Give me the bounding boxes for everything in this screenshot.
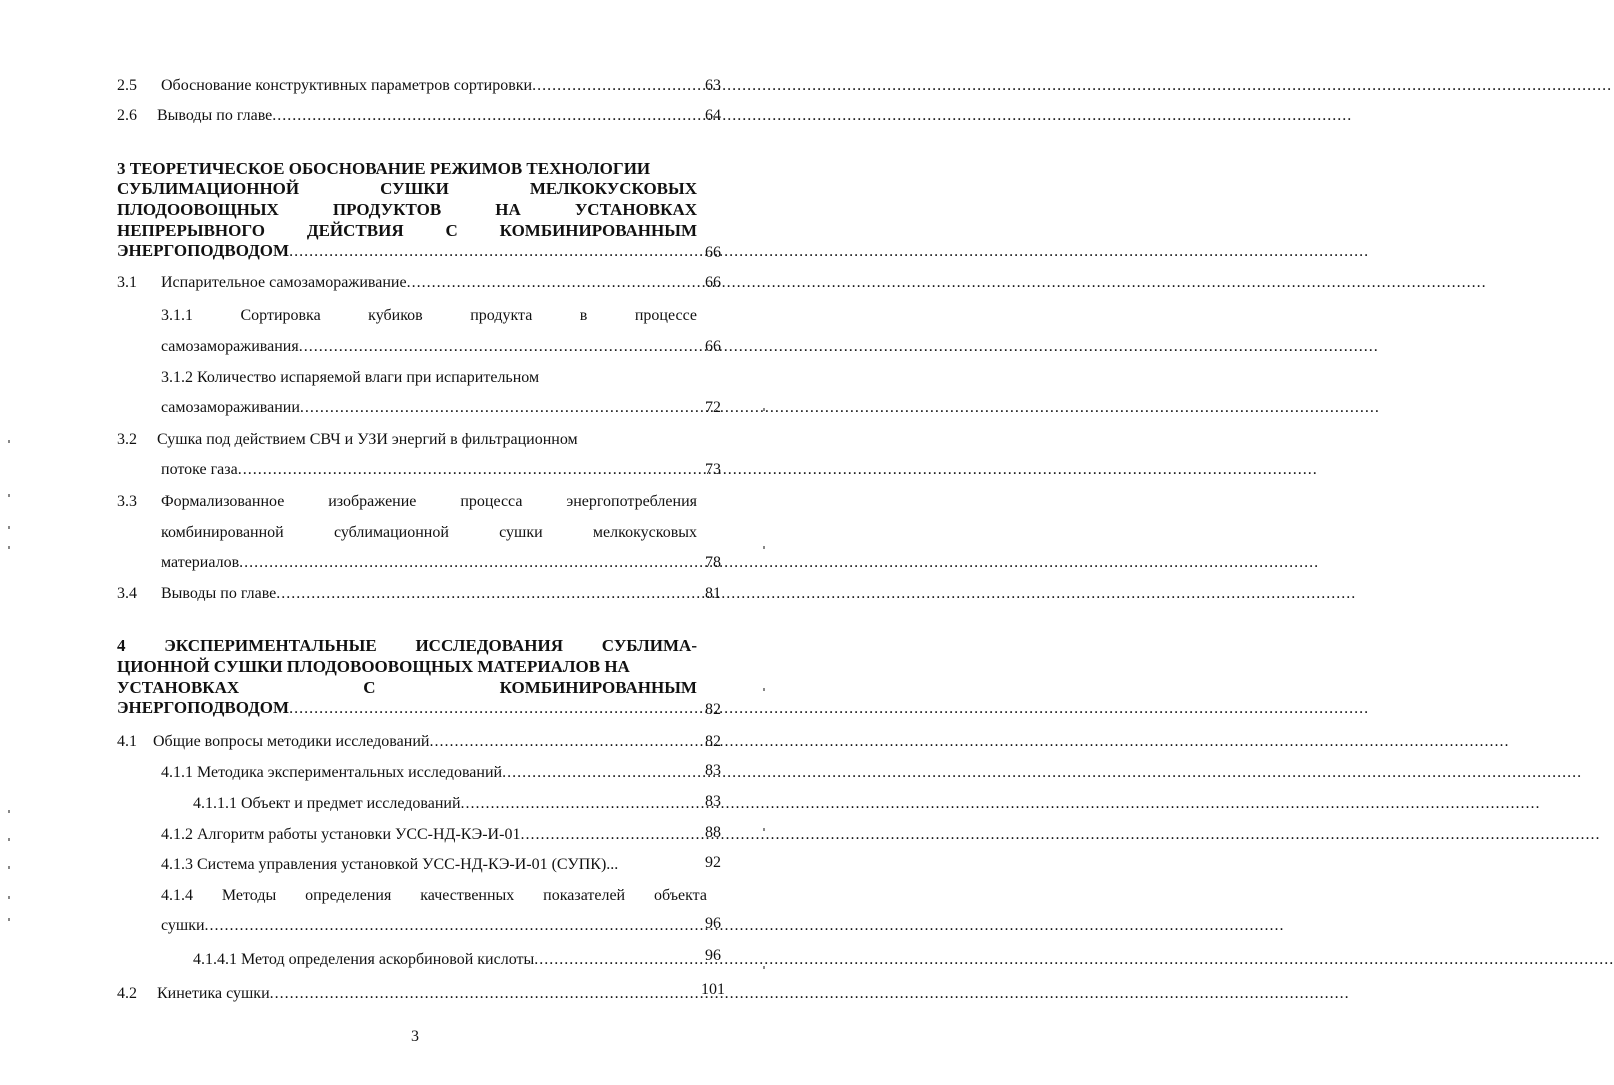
toc-entry-4-2[interactable] — [157, 984, 697, 1004]
toc-title: Испарительное самозамораживание — [161, 274, 407, 291]
scan-speck — [8, 918, 10, 921]
scan-speck — [763, 966, 765, 969]
dot-leader — [532, 76, 1612, 96]
toc-entry-4-1[interactable] — [153, 732, 697, 752]
scan-speck — [8, 526, 10, 529]
scan-speck — [763, 828, 765, 831]
scan-speck — [763, 408, 765, 411]
scan-speck — [763, 546, 765, 549]
toc-entry-4-1-1[interactable] — [161, 763, 697, 783]
chapter-3-heading-line1: 3 ТЕОРЕТИЧЕСКОЕ ОБОСНОВАНИЕ РЕЖИМОВ ТЕХНОЛОГИИ — [117, 159, 651, 178]
toc-title: 4.1.2 Алгоритм работы установки УСС-НД-КЭ-И-01 — [161, 826, 521, 843]
chapter-4-heading-line2: ЦИОННОЙ СУШКИ ПЛОДОВООВОЩНЫХ МАТЕРИАЛОВ НА — [117, 657, 630, 676]
toc-num: 3.1 — [117, 274, 137, 291]
toc-page: 66 — [705, 244, 721, 261]
toc-entry-3-1-1-line1[interactable]: 3.1.1 Сортировка кубиков продукта в процессе — [161, 307, 697, 324]
toc-title: 4.1.4.1 Метод определения аскорбиновой кислоты — [193, 951, 535, 968]
toc-entry-4-1-4-line2[interactable] — [161, 916, 697, 936]
chapter-3-heading-line3: ПЛОДООВОЩНЫХ ПРОДУКТОВ НА УСТАНОВКАХ — [117, 200, 697, 219]
toc-entry-4-1-4-line1[interactable]: 4.1.4 Методы определения качественных показателей объекта — [161, 887, 707, 904]
page-number: 3 — [411, 1028, 419, 1045]
toc-entry-2-5[interactable] — [161, 76, 697, 96]
toc-title: 4.1.1.1 Объект и предмет исследований — [193, 795, 461, 812]
toc-page: 101 — [701, 981, 725, 998]
toc-title: самозамораживания — [161, 338, 299, 355]
toc-page: 82 — [705, 701, 721, 718]
toc-title: Кинетика сушки — [157, 985, 270, 1002]
toc-entry-2-6[interactable] — [157, 106, 697, 126]
toc-entry-3-1-2-line2[interactable] — [161, 398, 697, 418]
toc-num: 4.1 — [117, 733, 137, 750]
scan-speck — [8, 494, 10, 497]
toc-entry-chapter-3[interactable] — [117, 241, 697, 262]
dot-leader — [429, 732, 1509, 752]
toc-title: 4.1.1 Методика экспериментальных исследований — [161, 764, 503, 781]
toc-num: 3.4 — [117, 585, 137, 602]
toc-entry-4-1-3[interactable]: 4.1.3 Система управления установкой УСС-НД-КЭ-И-01 (СУПК)... — [161, 856, 619, 873]
toc-title: самозамораживании — [161, 399, 300, 416]
toc-entry-4-1-1-1[interactable] — [193, 794, 697, 814]
toc-title: сушки — [161, 917, 205, 934]
dot-leader — [520, 825, 1600, 845]
toc-entry-3-2-line2[interactable] — [161, 460, 697, 480]
toc-entry-chapter-4[interactable] — [117, 698, 697, 719]
toc-page: 66 — [705, 338, 721, 355]
toc-entry-3-3-line1[interactable]: Формализованное изображение процесса энергопотребления — [161, 493, 697, 510]
dot-leader — [272, 106, 1352, 126]
toc-entry-3-1-1-line2[interactable] — [161, 337, 697, 357]
scan-speck — [763, 688, 765, 691]
dot-leader — [205, 916, 1285, 936]
toc-entry-3-4[interactable] — [161, 584, 697, 604]
toc-page: 66 — [705, 274, 721, 291]
toc-page: 82 — [705, 733, 721, 750]
chapter-4-heading-line1: 4 ЭКСПЕРИМЕНТАЛЬНЫЕ ИССЛЕДОВАНИЯ СУБЛИМА- — [117, 636, 697, 655]
dot-leader — [276, 584, 1356, 604]
dot-leader — [300, 398, 1380, 418]
dot-leader — [502, 763, 1582, 783]
toc-page: 83 — [705, 762, 721, 779]
toc-page: 64 — [705, 107, 721, 124]
scan-speck — [8, 440, 10, 443]
toc-page: 88 — [705, 824, 721, 841]
toc-entry-4-1-2[interactable] — [161, 825, 697, 845]
toc-entry-3-3-line2[interactable]: комбинированной сублимационной сушки мелкокусковых — [161, 524, 697, 541]
scan-speck — [8, 866, 10, 869]
toc-entry-4-1-4-1[interactable] — [193, 950, 697, 970]
dot-leader — [289, 242, 1369, 262]
scan-speck — [8, 810, 10, 813]
toc-entry-3-1-2-line1[interactable]: 3.1.2 Количество испаряемой влаги при испарительном — [161, 369, 540, 386]
dot-leader — [270, 984, 1350, 1004]
toc-page: 96 — [705, 947, 721, 964]
dot-leader — [289, 699, 1369, 719]
scan-speck — [8, 546, 10, 549]
chapter-3-heading-line4: НЕПРЕРЫВНОГО ДЕЙСТВИЯ С КОМБИНИРОВАННЫМ — [117, 221, 697, 240]
toc-title: материалов — [161, 554, 240, 571]
toc-title: Выводы по главе — [161, 585, 277, 602]
toc-page: 92 — [705, 854, 721, 871]
toc-num: 3.3 — [117, 493, 137, 510]
toc-title: Общие вопросы методики исследований — [153, 733, 430, 750]
toc-num: 4.2 — [117, 985, 137, 1002]
toc-num: 3.2 — [117, 431, 137, 448]
toc-title: потоке газа — [161, 461, 238, 478]
toc-num: 2.6 — [117, 107, 137, 124]
chapter-3-heading-line2: СУБЛИМАЦИОННОЙ СУШКИ МЕЛКОКУСКОВЫХ — [117, 179, 697, 198]
toc-title: Выводы по главе — [157, 107, 273, 124]
dot-leader — [238, 460, 1318, 480]
toc-page: 73 — [705, 461, 721, 478]
chapter-4-heading-line3: УСТАНОВКАХ С КОМБИНИРОВАННЫМ — [117, 678, 697, 697]
chapter-4-heading-line4: ЭНЕРГОПОДВОДОМ — [117, 698, 290, 717]
toc-num: 2.5 — [117, 77, 137, 94]
scan-speck — [8, 896, 10, 899]
toc-entry-3-1[interactable] — [161, 273, 697, 293]
toc-page: 81 — [705, 585, 721, 602]
dot-leader — [407, 273, 1487, 293]
toc-page: 83 — [705, 793, 721, 810]
toc-page: 96 — [705, 915, 721, 932]
dot-leader — [461, 794, 1541, 814]
chapter-3-heading-line5: ЭНЕРГОПОДВОДОМ — [117, 241, 290, 260]
toc-page: 63 — [705, 77, 721, 94]
dot-leader — [239, 553, 1319, 573]
toc-title: Обоснование конструктивных параметров сортировки — [161, 77, 533, 94]
scan-speck — [8, 838, 10, 841]
dot-leader — [534, 950, 1614, 970]
toc-page: 72 — [705, 399, 721, 416]
toc-page: 78 — [705, 554, 721, 571]
toc-entry-3-3-line3[interactable] — [161, 553, 697, 573]
toc-entry-4-1-4-clip — [161, 886, 707, 908]
toc-entry-3-2-line1[interactable]: Сушка под действием СВЧ и УЗИ энергий в фильтрационном — [157, 431, 578, 448]
dot-leader — [299, 337, 1379, 357]
